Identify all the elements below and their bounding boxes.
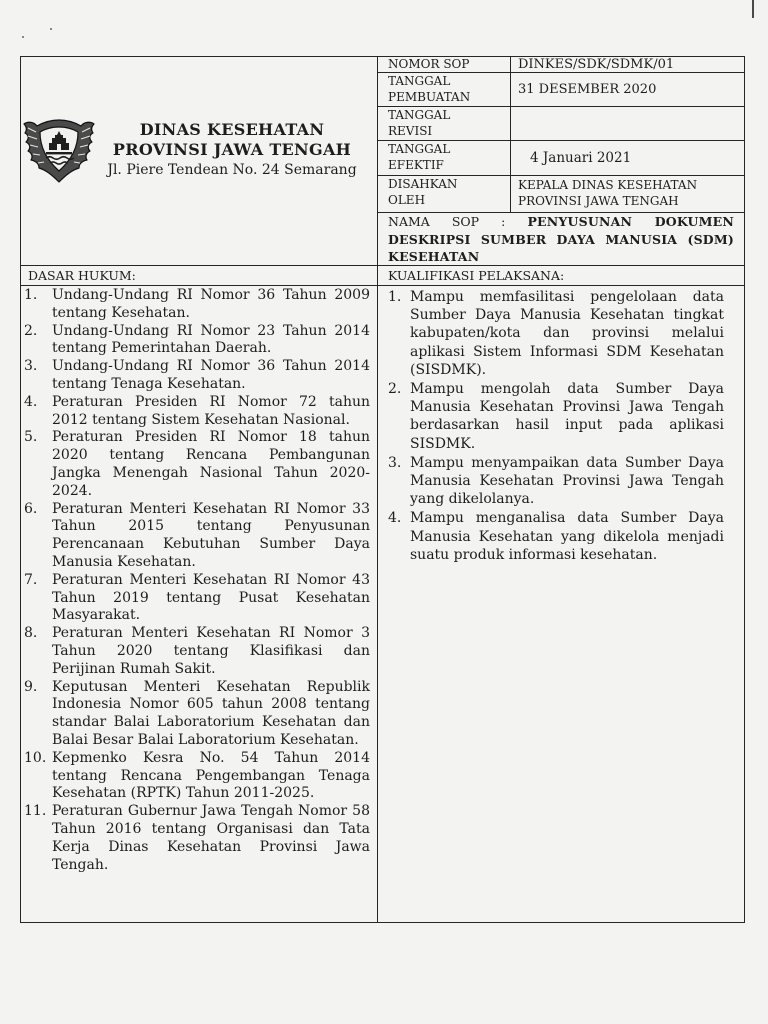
legal-basis-item-text: Peraturan Menteri Kesehatan RI Nomor 43 Tahun 2019 tentang Pusat Kesehatan Masyarakat. [52, 571, 370, 624]
creation-date-label-cell [378, 73, 511, 106]
qualification-list [378, 286, 744, 922]
legal-basis-item-number: 8. [24, 625, 38, 642]
effective-date-label-cell [378, 141, 511, 175]
legal-basis-item [24, 572, 370, 625]
qualification-item-text: Mampu menganalisa data Sumber Daya Manusia Kesehatan yang dikelola menjadi suatu produk informasi kesehatan. [410, 510, 724, 563]
approved-by-row [378, 176, 744, 213]
legal-basis-heading-cell [21, 266, 378, 286]
legal-basis-item-number: 4. [24, 393, 38, 410]
sop-name [388, 213, 734, 266]
scan-speck [22, 36, 24, 38]
legal-basis-item-number: 7. [24, 571, 38, 588]
scan-speck [50, 28, 52, 30]
approved-by-value: KEPALA DINAS KESEHATAN PROVINSI JAWA TENGAH [518, 178, 698, 208]
agency-identity [87, 120, 377, 180]
qualification-item-number: 1. [388, 289, 402, 305]
sop-document-table [20, 56, 745, 923]
legal-basis-item [24, 625, 370, 678]
qualification-item [388, 454, 724, 509]
qualification-heading-cell [378, 266, 744, 286]
qualification-item-text: Mampu mengolah data Sumber Daya Manusia Kesehatan Provinsi Jawa Tengah berdasarkan hasil input pada aplikasi SISDMK. [410, 381, 724, 452]
legal-basis-item [24, 358, 370, 394]
legal-basis-item-text: Peraturan Presiden RI Nomor 18 tahun 2020 tentang Rencana Pembangunan Jangka Menengah Nasional Tahun 2020-2024. [52, 429, 370, 499]
legal-basis-item-text: Peraturan Menteri Kesehatan RI Nomor 33 Tahun 2015 tentang Penyusunan Perencanaan Kebutuhan Sumber Daya Manusia Kesehatan. [52, 500, 370, 570]
legal-basis-item-text: Peraturan Presiden RI Nomor 72 tahun 2012 tentang Sistem Kesehatan Nasional. [52, 393, 370, 428]
creation-date-value: 31 DESEMBER 2020 [518, 82, 657, 97]
effective-date-row [378, 141, 744, 176]
qualification-heading: KUALIFIKASI PELAKSANA: [388, 268, 565, 283]
revision-date-row [378, 107, 744, 141]
legal-basis-item-text: Undang-Undang RI Nomor 36 Tahun 2014 tentang Tenaga Kesehatan. [52, 358, 370, 392]
legal-basis-item [24, 803, 370, 874]
legal-basis-item-number: 2. [24, 322, 38, 339]
legal-basis-item-text: Undang-Undang RI Nomor 23 Tahun 2014 tentang Pemerintahan Daerah. [52, 322, 370, 357]
sop-info-table [378, 57, 744, 266]
legal-basis-item-text: Peraturan Menteri Kesehatan RI Nomor 3 Tahun 2020 tentang Klasifikasi dan Perijinan Rumah Sakit. [52, 625, 370, 677]
legal-basis-item [24, 429, 370, 500]
qualification-item [388, 380, 724, 453]
effective-date-value: 4 Januari 2021 [530, 150, 632, 166]
sop-number-value: DINKES/SDK/SDMK/01 [518, 57, 675, 72]
province-emblem-logo [22, 114, 96, 186]
agency-address: Jl. Piere Tendean No. 24 Semarang [107, 162, 357, 178]
agency-province: PROVINSI JAWA TENGAH [112, 140, 352, 159]
revision-date-label: TANGGAL REVISI [388, 108, 451, 138]
legal-basis-item [24, 394, 370, 430]
sop-name-title: PENYUSUNAN DOKUMEN DESKRIPSI SUMBER DAYA MANUSIA (SDM) KESEHATAN [388, 214, 734, 264]
approved-by-label-cell [378, 176, 511, 212]
legal-basis-list [21, 286, 378, 922]
scan-edge-mark [752, 0, 754, 18]
revision-date-value [511, 107, 744, 140]
approved-by-label: DISAHKAN OLEH [388, 177, 458, 207]
legal-basis-item-number: 9. [24, 678, 38, 695]
sop-number-label: NOMOR SOP [388, 57, 470, 71]
sop-number-row [378, 57, 744, 73]
legal-basis-item [24, 750, 370, 803]
legal-basis-item-text: Kepmenko Kesra No. 54 Tahun 2014 tentang Rencana Pengembangan Tenaga Kesehatan (RPTK) Tahun 2011-2025. [52, 749, 370, 802]
legal-basis-item-text: Keputusan Menteri Kesehatan Republik Indonesia Nomor 605 tahun 2008 tentang standar Balai Laboratorium Kesehatan dan Balai Besar Balai Laboratorium Kesehatan. [52, 678, 370, 748]
effective-date-label: TANGGAL EFEKTIF [388, 142, 451, 172]
creation-date-row [378, 73, 744, 107]
qualification-item-number: 3. [388, 454, 402, 471]
legal-basis-item-number: 1. [24, 287, 38, 303]
legal-basis-item-number: 11. [24, 803, 47, 820]
agency-header [21, 57, 378, 266]
qualification-item-text: Mampu memfasilitasi pengelolaan data Sumber Daya Manusia Kesehatan tingkat kabupaten/kota dan provinsi melalui aplikasi Sistem Informasi SDM Kesehatan (SISDMK). [410, 289, 724, 378]
sop-name-label: NAMA SOP [388, 214, 480, 229]
sop-name-separator: : [501, 214, 506, 229]
sop-name-row [378, 213, 744, 266]
legal-basis-item [24, 323, 370, 359]
sop-number-label-cell [378, 57, 511, 72]
legal-basis-heading: DASAR HUKUM: [28, 268, 136, 283]
legal-basis-item-number: 6. [24, 500, 38, 517]
revision-date-label-cell [378, 107, 511, 140]
legal-basis-item-text: Undang-Undang RI Nomor 36 Tahun 2009 tentang Kesehatan. [52, 287, 370, 321]
creation-date-label: TANGGAL PEMBUATAN [388, 74, 471, 104]
qualification-item-text: Mampu menyampaikan data Sumber Daya Manusia Kesehatan Provinsi Jawa Tengah yang dikelolanya. [410, 454, 724, 508]
qualification-item-number: 2. [388, 381, 402, 398]
legal-basis-item-text: Peraturan Gubernur Jawa Tengah Nomor 58 Tahun 2016 tentang Organisasi dan Tata Kerja Dinas Kesehatan Provinsi Jawa Tengah. [52, 803, 370, 873]
legal-basis-item [24, 287, 370, 323]
legal-basis-item [24, 679, 370, 750]
agency-name: DINAS KESEHATAN [139, 120, 325, 139]
legal-basis-item-number: 5. [24, 429, 38, 446]
legal-basis-item-number: 3. [24, 358, 38, 375]
qualification-item-number: 4. [388, 510, 402, 527]
qualification-item [388, 509, 724, 564]
legal-basis-item [24, 501, 370, 572]
legal-basis-item-number: 10. [24, 749, 47, 766]
qualification-item [388, 288, 724, 379]
